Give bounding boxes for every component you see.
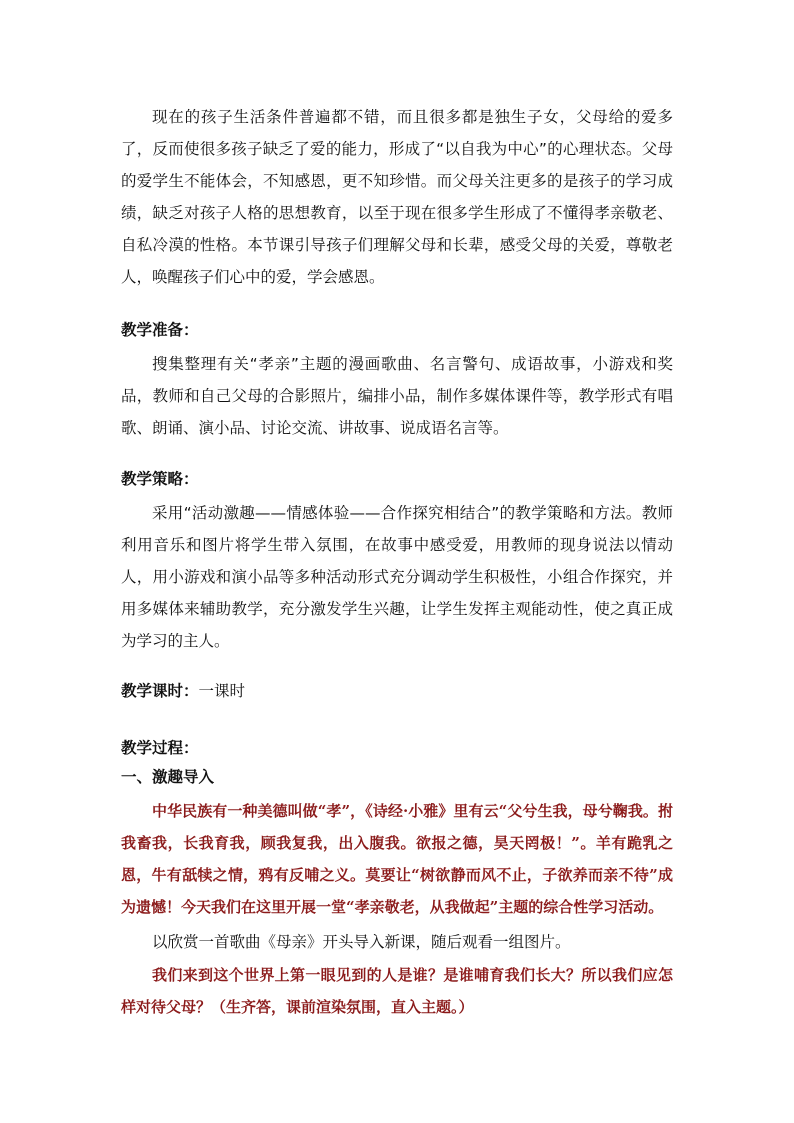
preparation-heading: 教学准备： bbox=[121, 321, 199, 339]
strategy-paragraph: 采用“活动激趣——情感体验——合作探究相结合”的教学策略和方法。教师利用音乐和图片将学生带入氛围，在故事中感受爱，用教师的现身说法以情动人，用小游戏和演小品等多种活动形式充分调动学生积极性，小组合作探究，并用多媒体来辅助教学，充分激发学生兴趣，让学生发挥主观能动性，使之真正成为学习的主人。 bbox=[121, 504, 673, 650]
hours-value: 一课时 bbox=[198, 682, 246, 700]
process-section bbox=[121, 736, 673, 1023]
hours-section bbox=[121, 679, 673, 703]
section1-question: 我们来到这个世界上第一眼见到的人是谁？是谁哺育我们长大？所以我们应怎样对待父母？（生齐答，课前渲染氛围，直入主题。） bbox=[121, 966, 673, 1016]
intro-section bbox=[121, 101, 673, 293]
strategy-heading: 教学策略： bbox=[121, 470, 199, 488]
hours-line bbox=[121, 679, 673, 703]
section1-lead: 以欣赏一首歌曲《母亲》开头导入新课，随后观看一组图片。 bbox=[152, 933, 571, 951]
preparation-paragraph: 搜集整理有关“孝亲”主题的漫画歌曲、名言警句、成语故事，小游戏和奖品，教师和自己父母的合影照片，编排小品，制作多媒体课件等，教学形式有唱歌、朗诵、演小品、讨论交流、讲故事、说成语名言等。 bbox=[121, 355, 673, 437]
preparation-section bbox=[121, 318, 673, 444]
process-heading: 教学过程： bbox=[121, 739, 199, 757]
section1-quote: 中华民族有一种美德叫做“孝”，《诗经·小雅》里有云“父兮生我，母兮鞠我。拊我畜我，长我育我，顾我复我，出入腹我。欲报之德，昊天罔极！”。羊有跪乳之恩，牛有舐犊之情，鸦有反哺之义。莫要让“树欲静而风不止，子欲养而亲不待”成为遗憾！今天我们在这里开展一堂“孝亲敬老，从我做起”主题的综合性学习活动。 bbox=[121, 802, 673, 916]
strategy-section bbox=[121, 467, 673, 657]
intro-paragraph: 现在的孩子生活条件普遍都不错，而且很多都是独生子女，父母给的爱多了，反而使很多孩子缺乏了爱的能力，形成了“以自我为中心”的心理状态。父母的爱学生不能体会，不知感恩，更不知珍惜。而父母关注更多的是孩子的学习成绩，缺乏对孩子人格的思想教育，以至于现在很多学生形成了不懂得孝亲敬老、自私冷漠的性格。本节课引导孩子们理解父母和长辈，感受父母的关爱，尊敬老人，唤醒孩子们心中的爱，学会感恩。 bbox=[121, 108, 673, 286]
hours-heading: 教学课时： bbox=[121, 682, 199, 700]
section1-heading: 一、激趣导入 bbox=[121, 768, 215, 786]
